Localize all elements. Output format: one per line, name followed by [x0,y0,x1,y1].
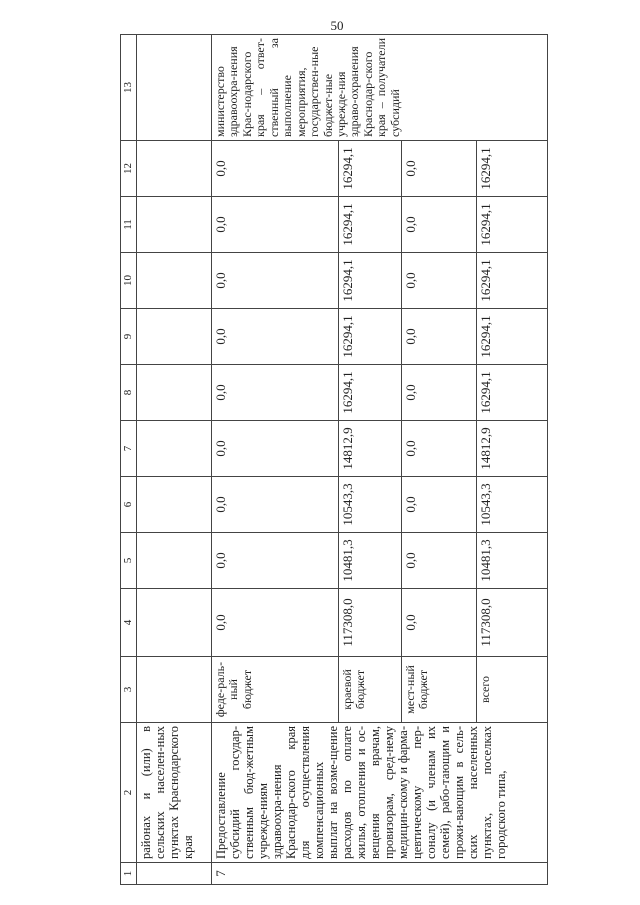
value-cell: 14812,9 [477,421,548,477]
value-cell: 0,0 [212,253,339,309]
header-cell: 13 [121,35,137,141]
value-cell: 16294,1 [339,365,402,421]
value-cell: 10481,3 [339,533,402,589]
value-cell: 10543,3 [477,477,548,533]
value-cell: 10543,3 [339,477,402,533]
value-cell: 0,0 [212,197,339,253]
header-cell: 7 [121,421,137,477]
value-cell: 0,0 [402,309,477,365]
program-activities-table [120,34,548,885]
value-cell [137,533,212,589]
value-cell [137,477,212,533]
header-cell: 2 [121,723,137,863]
value-cell: 16294,1 [477,253,548,309]
responsible-note-cell: министерство здравоохра-нения Крас-нодарского края – ответ-ственный за выполнение мероприятия, государствен-ные бюджет-ные учрежде-ния здраво-охранения Краснодар-ского края – получатели субсидий [212,35,548,141]
value-cell: 0,0 [212,365,339,421]
item-number-cell: 7 [212,863,548,885]
value-cell: 0,0 [402,141,477,197]
funding-source-cell: всего [477,657,548,723]
table-row-federal [212,35,339,885]
value-cell [137,309,212,365]
value-cell: 10481,3 [477,533,548,589]
value-cell: 16294,1 [339,141,402,197]
value-cell: 0,0 [402,253,477,309]
value-cell [137,589,212,657]
header-cell: 12 [121,141,137,197]
value-cell: 16294,1 [477,197,548,253]
page-number: 50 [330,18,344,33]
value-cell: 117308,0 [339,589,402,657]
item-number-cell [137,863,212,885]
value-cell: 0,0 [402,533,477,589]
value-cell: 16294,1 [339,309,402,365]
header-cell: 6 [121,477,137,533]
value-cell: 16294,1 [339,197,402,253]
source-cell [137,657,212,723]
funding-source-cell: мест-ный бюджет [402,657,477,723]
value-cell: 16294,1 [477,365,548,421]
header-cell: 8 [121,365,137,421]
value-cell: 0,0 [212,421,339,477]
item-description-cell: Предоставление субсидий государ-ственным бюд-жетным учрежде-ниям здравоохра-нения Краснодар-ского края для осуществления компенсационных выплат на возме-щение расходов по оплате жилья, отопления и ос-вещения врачам, провизорам, сред-нему медицин-скому и фарма-цевтическому пер-соналу (и членам их семей), рабо-тающим и прожи-вающим в сель-ских населенных пунктах, поселках городского типа, [212,723,548,863]
header-cell: 5 [121,533,137,589]
value-cell: 0,0 [402,197,477,253]
funding-source-cell: феде-раль-ный бюджет [212,657,339,723]
value-cell: 14812,9 [339,421,402,477]
value-cell: 16294,1 [339,253,402,309]
header-cell: 1 [121,863,137,885]
value-cell [137,141,212,197]
table-row-continuation [137,35,212,885]
value-cell: 0,0 [402,365,477,421]
value-cell: 0,0 [212,589,339,657]
item-description-cell: районах и (или) в сельских населен-ных пунктах Краснодарского края [137,723,212,863]
value-cell [137,197,212,253]
header-cell: 9 [121,309,137,365]
program-activities-table-rotated [120,35,540,885]
value-cell: 0,0 [402,477,477,533]
value-cell: 117308,0 [477,589,548,657]
note-cell [137,35,212,141]
header-cell: 3 [121,657,137,723]
value-cell: 0,0 [212,533,339,589]
value-cell: 16294,1 [477,309,548,365]
value-cell: 0,0 [212,309,339,365]
value-cell [137,421,212,477]
header-cell: 4 [121,589,137,657]
funding-source-cell: краевой бюджет [339,657,402,723]
value-cell [137,365,212,421]
value-cell [137,253,212,309]
header-cell: 10 [121,253,137,309]
header-cell: 11 [121,197,137,253]
table-header-row [121,35,137,885]
value-cell: 0,0 [212,477,339,533]
value-cell: 0,0 [212,141,339,197]
value-cell: 0,0 [402,589,477,657]
value-cell: 16294,1 [477,141,548,197]
value-cell: 0,0 [402,421,477,477]
